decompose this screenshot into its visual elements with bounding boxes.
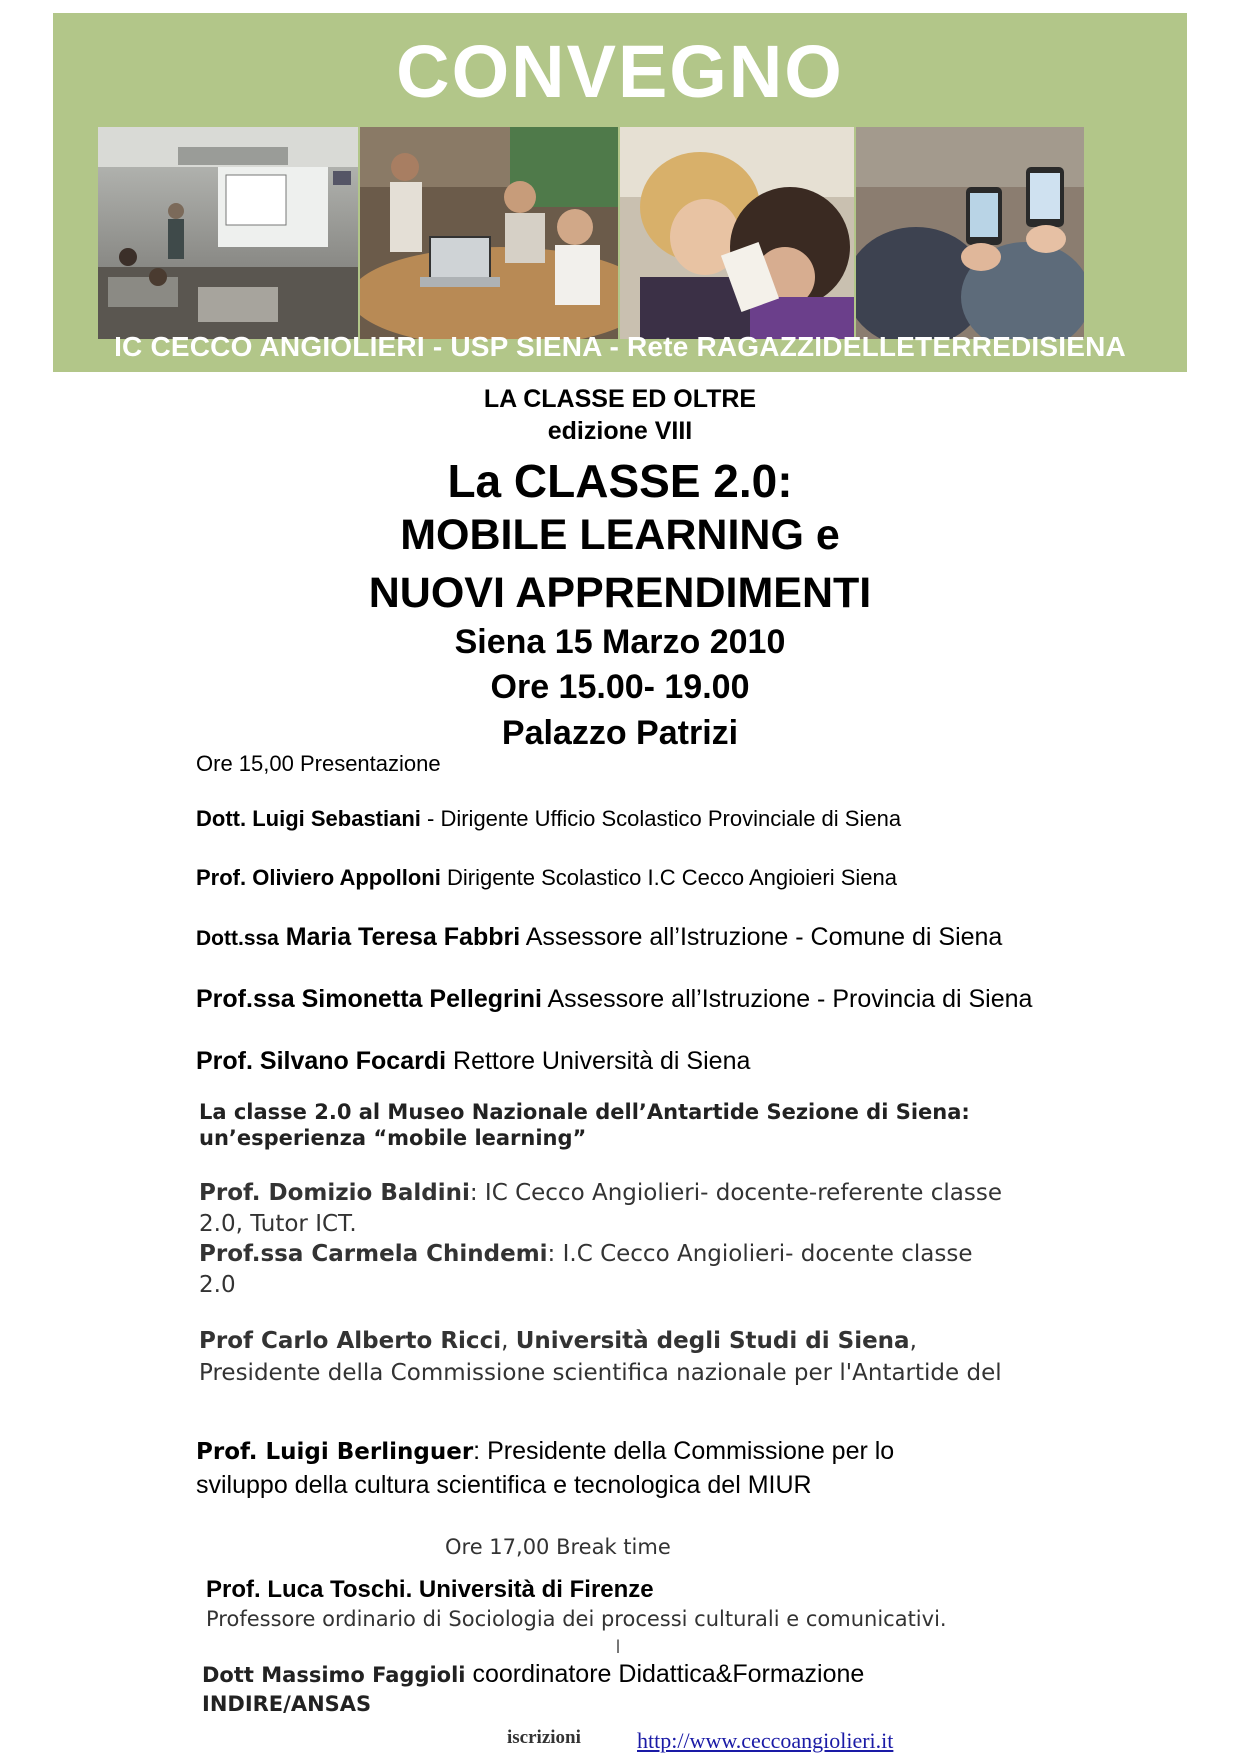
speaker-role: Assessore all’Istruzione - Comune di Siena — [520, 923, 1003, 951]
separator: , — [909, 1328, 917, 1354]
speaker-role: : I.C Cecco Angiolieri- docente classe — [547, 1241, 973, 1267]
main-title-line2: MOBILE LEARNING e — [400, 511, 840, 559]
session-title-line1: La classe 2.0 al Museo Nazionale dell’Antartide Sezione di Siena: — [199, 1100, 970, 1124]
speaker-faggioli — [202, 1660, 864, 1689]
speaker-baldini — [199, 1180, 1002, 1206]
smartphones-photo — [856, 127, 1084, 339]
students-laptop-table-photo — [360, 127, 618, 339]
speaker-chindemi-role-cont: 2.0 — [199, 1272, 236, 1298]
main-title-line3: NUOVI APPRENDIMENTI — [368, 569, 872, 617]
speaker-toschi-role: Professore ordinario di Sociologia dei processi culturali e comunicativi. — [206, 1607, 947, 1631]
speaker-affiliation: Università degli Studi di Siena — [515, 1328, 910, 1354]
separator: , — [501, 1328, 516, 1354]
speaker-sebastiani — [196, 806, 901, 832]
speaker-name: Prof. Luigi Berlinguer — [196, 1439, 474, 1465]
speaker-chindemi — [199, 1241, 973, 1267]
speaker-berlinguer — [196, 1437, 894, 1466]
speaker-focardi — [196, 1047, 750, 1076]
registration-label: iscrizioni — [507, 1727, 581, 1748]
speaker-role: : IC Cecco Angiolieri- docente-referente classe — [469, 1180, 1002, 1206]
classroom-whiteboard-photo — [98, 127, 358, 339]
break-time: Ore 17,00 Break time — [445, 1535, 671, 1559]
session-title-line2: un’esperienza “mobile learning” — [199, 1126, 587, 1150]
speaker-fabbri — [196, 923, 1002, 952]
banner — [53, 13, 1187, 372]
girls-reading-photo — [620, 127, 854, 339]
text-cursor-mark: l — [616, 1637, 620, 1657]
speaker-ricci — [199, 1328, 917, 1354]
speaker-ricci-role: Presidente della Commissione scientifica nazionale per l'Antartide del — [199, 1360, 1002, 1386]
speaker-role: Dirigente Scolastico I.C Cecco Angioieri Siena — [440, 865, 897, 890]
speaker-name: Prof.ssa Simonetta Pellegrini — [196, 985, 542, 1013]
speaker-appolloni — [196, 865, 897, 891]
speaker-name: Prof. Domizio Baldini — [199, 1180, 470, 1206]
event-time: Ore 15.00- 19.00 — [490, 668, 750, 706]
banner-footer: IC CECCO ANGIOLIERI - USP SIENA - Rete RAGAZZIDELLETERREDISIENA — [114, 331, 1126, 362]
speaker-pellegrini — [196, 985, 1032, 1014]
speaker-faggioli-org: INDIRE/ANSAS — [202, 1692, 372, 1716]
presentation-time: Ore 15,00 Presentazione — [196, 751, 441, 776]
series-title: LA CLASSE ED OLTRE — [483, 385, 757, 413]
speaker-role: Assessore all’Istruzione - Provincia di Siena — [541, 985, 1033, 1013]
event-date: Siena 15 Marzo 2010 — [454, 623, 786, 661]
speaker-berlinguer-role-cont: sviluppo della cultura scientifica e tecnologica del MIUR — [196, 1471, 812, 1499]
speaker-role: Rettore Università di Siena — [446, 1047, 751, 1075]
speaker-name: Prof. Silvano Focardi — [196, 1047, 447, 1075]
speaker-role: - Dirigente Ufficio Scolastico Provinciale di Siena — [420, 806, 902, 831]
registration-link[interactable]: http://www.ceccoangiolieri.it — [637, 1728, 894, 1753]
main-title-line1: La CLASSE 2.0: — [447, 455, 793, 507]
photo-strip — [98, 127, 1144, 339]
speaker-role: coordinatore Didattica&Formazione — [465, 1660, 865, 1688]
speaker-name: Prof.ssa Carmela Chindemi — [199, 1241, 548, 1267]
speaker-prefix: Dott.ssa — [196, 927, 279, 950]
speaker-name: Prof Carlo Alberto Ricci — [199, 1328, 502, 1354]
speaker-name: Dott. Luigi Sebastiani — [196, 806, 421, 831]
speaker-name: Prof. Oliviero Appolloni — [196, 865, 441, 890]
edition: edizione VIII — [547, 417, 693, 445]
event-venue: Palazzo Patrizi — [501, 714, 739, 752]
banner-title: CONVEGNO — [396, 30, 844, 113]
speaker-role: : Presidente della Commissione per lo — [473, 1437, 895, 1465]
speaker-toschi: Prof. Luca Toschi. Università di Firenze — [206, 1576, 654, 1603]
speaker-name: Dott Massimo Faggioli — [202, 1663, 466, 1687]
speaker-baldini-role-cont: 2.0, Tutor ICT. — [199, 1211, 357, 1237]
speaker-name: Maria Teresa Fabbri — [278, 923, 521, 951]
